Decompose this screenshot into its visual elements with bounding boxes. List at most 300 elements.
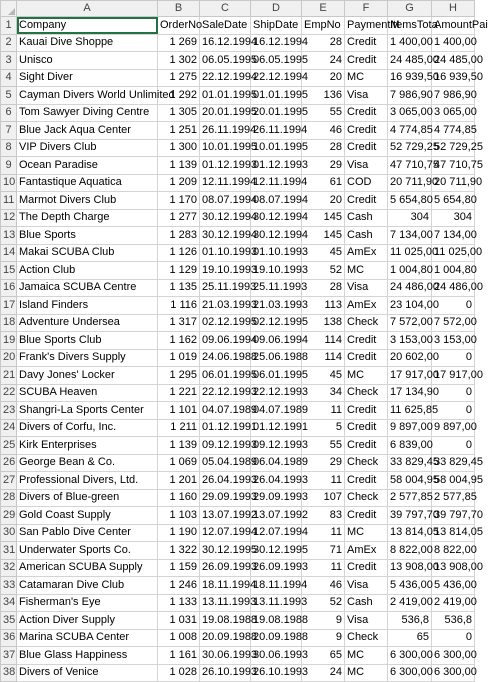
cell-e22[interactable]: 34 — [302, 384, 345, 402]
cell-b30[interactable]: 1 190 — [158, 524, 200, 542]
cell-h16[interactable]: 24 486,00 — [432, 279, 475, 297]
column-header-g[interactable]: G — [388, 1, 432, 17]
select-all-corner[interactable] — [1, 1, 17, 17]
cell-f20[interactable]: Credit — [345, 349, 388, 367]
cell-e30[interactable]: 11 — [302, 524, 345, 542]
cell-c28[interactable]: 29.09.1993 — [200, 489, 251, 507]
cell-g12[interactable]: 304 — [388, 209, 432, 227]
row-header[interactable]: 30 — [1, 524, 17, 542]
cell-b25[interactable]: 1 139 — [158, 437, 200, 455]
cell-b33[interactable]: 1 246 — [158, 577, 200, 595]
row-header[interactable]: 18 — [1, 314, 17, 332]
cell-b26[interactable]: 1 069 — [158, 454, 200, 472]
cell-c17[interactable]: 21.03.1993 — [200, 297, 251, 315]
cell-b19[interactable]: 1 162 — [158, 332, 200, 350]
cell-h27[interactable]: 58 004,95 — [432, 472, 475, 490]
column-header-d[interactable]: D — [251, 1, 302, 17]
cell-h14[interactable]: 11 025,00 — [432, 244, 475, 262]
row-header[interactable]: 25 — [1, 437, 17, 455]
cell-h9[interactable]: 47 710,75 — [432, 157, 475, 175]
cell-a32[interactable]: American SCUBA Supply — [17, 559, 158, 577]
cell-a12[interactable]: The Depth Charge — [17, 209, 158, 227]
cell-b22[interactable]: 1 221 — [158, 384, 200, 402]
row-header[interactable]: 15 — [1, 262, 17, 280]
cell-d10[interactable]: 12.11.1994 — [251, 174, 302, 192]
cell-a25[interactable]: Kirk Enterprises — [17, 437, 158, 455]
row-header[interactable]: 21 — [1, 367, 17, 385]
cell-g36[interactable]: 65 — [388, 629, 432, 647]
cell-d30[interactable]: 12.07.1994 — [251, 524, 302, 542]
row-header[interactable]: 24 — [1, 419, 17, 437]
cell-c36[interactable]: 20.09.1988 — [200, 629, 251, 647]
cell-c37[interactable]: 30.06.1993 — [200, 647, 251, 665]
cell-b12[interactable]: 1 277 — [158, 209, 200, 227]
cell-g27[interactable]: 58 004,95 — [388, 472, 432, 490]
row-header[interactable]: 9 — [1, 157, 17, 175]
cell-a4[interactable]: Sight Diver — [17, 69, 158, 87]
cell-f22[interactable]: Check — [345, 384, 388, 402]
row-header[interactable]: 22 — [1, 384, 17, 402]
cell-d35[interactable]: 19.08.1988 — [251, 612, 302, 630]
cell-g11[interactable]: 5 654,80 — [388, 192, 432, 210]
cell-d21[interactable]: 06.01.1995 — [251, 367, 302, 385]
cell-b36[interactable]: 1 008 — [158, 629, 200, 647]
cell-a21[interactable]: Davy Jones' Locker — [17, 367, 158, 385]
cell-b31[interactable]: 1 322 — [158, 542, 200, 560]
cell-g28[interactable]: 2 577,85 — [388, 489, 432, 507]
cell-e26[interactable]: 29 — [302, 454, 345, 472]
row-header[interactable]: 3 — [1, 52, 17, 70]
cell-e11[interactable]: 20 — [302, 192, 345, 210]
cell-a33[interactable]: Catamaran Dive Club — [17, 577, 158, 595]
cell-c7[interactable]: 26.11.1994 — [200, 122, 251, 140]
cell-g15[interactable]: 1 004,80 — [388, 262, 432, 280]
cell-a37[interactable]: Blue Glass Happiness — [17, 647, 158, 665]
cell-f9[interactable]: Visa — [345, 157, 388, 175]
cell-e12[interactable]: 145 — [302, 209, 345, 227]
cell-c34[interactable]: 13.11.1993 — [200, 594, 251, 612]
row-header[interactable]: 1 — [1, 17, 17, 35]
cell-f38[interactable]: MC — [345, 664, 388, 682]
cell-d29[interactable]: 13.07.1992 — [251, 507, 302, 525]
cell-c35[interactable]: 19.08.1988 — [200, 612, 251, 630]
cell-b18[interactable]: 1 317 — [158, 314, 200, 332]
cell-f24[interactable]: Credit — [345, 419, 388, 437]
cell-h2[interactable]: 1 400,00 — [432, 34, 475, 52]
cell-b16[interactable]: 1 135 — [158, 279, 200, 297]
cell-h34[interactable]: 2 419,00 — [432, 594, 475, 612]
row-header[interactable]: 23 — [1, 402, 17, 420]
cell-c24[interactable]: 01.12.1991 — [200, 419, 251, 437]
cell-e28[interactable]: 107 — [302, 489, 345, 507]
cell-h29[interactable]: 39 797,70 — [432, 507, 475, 525]
cell-h12[interactable]: 304 — [432, 209, 475, 227]
row-header[interactable]: 6 — [1, 104, 17, 122]
cell-g6[interactable]: 3 065,00 — [388, 104, 432, 122]
row-header[interactable]: 35 — [1, 612, 17, 630]
cell-g38[interactable]: 6 300,00 — [388, 664, 432, 682]
row-header[interactable]: 28 — [1, 489, 17, 507]
cell-c25[interactable]: 09.12.1993 — [200, 437, 251, 455]
cell-d2[interactable]: 16.12.1994 — [251, 34, 302, 52]
cell-b34[interactable]: 1 133 — [158, 594, 200, 612]
cell-d38[interactable]: 26.10.1993 — [251, 664, 302, 682]
cell-a23[interactable]: Shangri-La Sports Center — [17, 402, 158, 420]
cell-a3[interactable]: Unisco — [17, 52, 158, 70]
cell-b23[interactable]: 1 101 — [158, 402, 200, 420]
cell-b1[interactable]: OrderNo — [158, 17, 200, 35]
cell-e16[interactable]: 28 — [302, 279, 345, 297]
cell-d7[interactable]: 26.11.1994 — [251, 122, 302, 140]
cell-h19[interactable]: 3 153,00 — [432, 332, 475, 350]
cell-g17[interactable]: 23 104,00 — [388, 297, 432, 315]
cell-b15[interactable]: 1 129 — [158, 262, 200, 280]
cell-f5[interactable]: Visa — [345, 87, 388, 105]
cell-g5[interactable]: 7 986,90 — [388, 87, 432, 105]
column-header-a[interactable]: A — [17, 1, 158, 17]
row-header[interactable]: 27 — [1, 472, 17, 490]
cell-f26[interactable]: Check — [345, 454, 388, 472]
cell-e32[interactable]: 11 — [302, 559, 345, 577]
cell-g14[interactable]: 11 025,00 — [388, 244, 432, 262]
cell-a14[interactable]: Makai SCUBA Club — [17, 244, 158, 262]
cell-h17[interactable]: 0 — [432, 297, 475, 315]
cell-c2[interactable]: 16.12.1994 — [200, 34, 251, 52]
cell-d15[interactable]: 19.10.1993 — [251, 262, 302, 280]
cell-e7[interactable]: 46 — [302, 122, 345, 140]
cell-e18[interactable]: 138 — [302, 314, 345, 332]
cell-b10[interactable]: 1 209 — [158, 174, 200, 192]
cell-b3[interactable]: 1 302 — [158, 52, 200, 70]
cell-d32[interactable]: 26.09.1993 — [251, 559, 302, 577]
row-header[interactable]: 31 — [1, 542, 17, 560]
cell-f17[interactable]: AmEx — [345, 297, 388, 315]
cell-e8[interactable]: 28 — [302, 139, 345, 157]
cell-f15[interactable]: MC — [345, 262, 388, 280]
cell-g37[interactable]: 6 300,00 — [388, 647, 432, 665]
cell-a22[interactable]: SCUBA Heaven — [17, 384, 158, 402]
cell-f32[interactable]: Credit — [345, 559, 388, 577]
cell-e31[interactable]: 71 — [302, 542, 345, 560]
cell-g20[interactable]: 20 602,00 — [388, 349, 432, 367]
cell-a16[interactable]: Jamaica SCUBA Centre — [17, 279, 158, 297]
cell-c15[interactable]: 19.10.1993 — [200, 262, 251, 280]
cell-a13[interactable]: Blue Sports — [17, 227, 158, 245]
cell-b14[interactable]: 1 126 — [158, 244, 200, 262]
cell-f19[interactable]: Credit — [345, 332, 388, 350]
cell-e2[interactable]: 28 — [302, 34, 345, 52]
cell-e17[interactable]: 113 — [302, 297, 345, 315]
column-header-c[interactable]: C — [200, 1, 251, 17]
cell-e10[interactable]: 61 — [302, 174, 345, 192]
cell-a20[interactable]: Frank's Divers Supply — [17, 349, 158, 367]
cell-d11[interactable]: 08.07.1994 — [251, 192, 302, 210]
row-header[interactable]: 16 — [1, 279, 17, 297]
cell-h37[interactable]: 6 300,00 — [432, 647, 475, 665]
cell-c9[interactable]: 01.12.1993 — [200, 157, 251, 175]
cell-d22[interactable]: 22.12.1993 — [251, 384, 302, 402]
cell-c4[interactable]: 22.12.1994 — [200, 69, 251, 87]
cell-g9[interactable]: 47 710,75 — [388, 157, 432, 175]
cell-c5[interactable]: 01.01.1995 — [200, 87, 251, 105]
cell-a29[interactable]: Gold Coast Supply — [17, 507, 158, 525]
cell-e29[interactable]: 83 — [302, 507, 345, 525]
cell-h6[interactable]: 3 065,00 — [432, 104, 475, 122]
cell-b38[interactable]: 1 028 — [158, 664, 200, 682]
cell-f33[interactable]: Visa — [345, 577, 388, 595]
cell-a24[interactable]: Divers of Corfu, Inc. — [17, 419, 158, 437]
cell-e38[interactable]: 24 — [302, 664, 345, 682]
cell-f1[interactable]: PaymentM — [345, 17, 388, 35]
cell-b7[interactable]: 1 251 — [158, 122, 200, 140]
cell-a2[interactable]: Kauai Dive Shoppe — [17, 34, 158, 52]
cell-a30[interactable]: San Pablo Dive Center — [17, 524, 158, 542]
cell-h8[interactable]: 52 729,25 — [432, 139, 475, 157]
row-header[interactable]: 37 — [1, 647, 17, 665]
cell-b27[interactable]: 1 201 — [158, 472, 200, 490]
cell-c27[interactable]: 26.04.1993 — [200, 472, 251, 490]
cell-f21[interactable]: MC — [345, 367, 388, 385]
cell-e20[interactable]: 114 — [302, 349, 345, 367]
cell-f7[interactable]: Credit — [345, 122, 388, 140]
cell-a15[interactable]: Action Club — [17, 262, 158, 280]
cell-c3[interactable]: 06.05.1995 — [200, 52, 251, 70]
cell-a38[interactable]: Divers of Venice — [17, 664, 158, 682]
cell-f27[interactable]: Credit — [345, 472, 388, 490]
row-header[interactable]: 26 — [1, 454, 17, 472]
cell-g35[interactable]: 536,8 — [388, 612, 432, 630]
cell-h36[interactable]: 0 — [432, 629, 475, 647]
cell-b28[interactable]: 1 160 — [158, 489, 200, 507]
row-header[interactable]: 14 — [1, 244, 17, 262]
cell-d37[interactable]: 30.06.1993 — [251, 647, 302, 665]
cell-a36[interactable]: Marina SCUBA Center — [17, 629, 158, 647]
cell-f36[interactable]: Check — [345, 629, 388, 647]
cell-b32[interactable]: 1 159 — [158, 559, 200, 577]
cell-c16[interactable]: 25.11.1993 — [200, 279, 251, 297]
column-header-h[interactable]: H — [432, 1, 475, 17]
cell-e14[interactable]: 45 — [302, 244, 345, 262]
cell-h1[interactable]: AmountPai — [432, 17, 475, 35]
cell-g18[interactable]: 7 572,00 — [388, 314, 432, 332]
cell-a27[interactable]: Professional Divers, Ltd. — [17, 472, 158, 490]
cell-e24[interactable]: 5 — [302, 419, 345, 437]
cell-f29[interactable]: Credit — [345, 507, 388, 525]
cell-b35[interactable]: 1 031 — [158, 612, 200, 630]
cell-e1[interactable]: EmpNo — [302, 17, 345, 35]
cell-c22[interactable]: 22.12.1993 — [200, 384, 251, 402]
cell-a35[interactable]: Action Diver Supply — [17, 612, 158, 630]
cell-d36[interactable]: 20.09.1988 — [251, 629, 302, 647]
cell-c21[interactable]: 06.01.1995 — [200, 367, 251, 385]
cell-e36[interactable]: 9 — [302, 629, 345, 647]
cell-a31[interactable]: Underwater Sports Co. — [17, 542, 158, 560]
cell-f6[interactable]: Credit — [345, 104, 388, 122]
cell-d12[interactable]: 30.12.1994 — [251, 209, 302, 227]
row-header[interactable]: 13 — [1, 227, 17, 245]
cell-f10[interactable]: COD — [345, 174, 388, 192]
cell-d4[interactable]: 22.12.1994 — [251, 69, 302, 87]
row-header[interactable]: 11 — [1, 192, 17, 210]
cell-d31[interactable]: 30.12.1995 — [251, 542, 302, 560]
cell-g23[interactable]: 11 625,85 — [388, 402, 432, 420]
cell-g21[interactable]: 17 917,00 — [388, 367, 432, 385]
row-header[interactable]: 20 — [1, 349, 17, 367]
cell-c14[interactable]: 01.10.1993 — [200, 244, 251, 262]
cell-b4[interactable]: 1 275 — [158, 69, 200, 87]
cell-c23[interactable]: 04.07.1989 — [200, 402, 251, 420]
cell-f34[interactable]: Cash — [345, 594, 388, 612]
cell-e34[interactable]: 52 — [302, 594, 345, 612]
cell-a34[interactable]: Fisherman's Eye — [17, 594, 158, 612]
cell-d23[interactable]: 04.07.1989 — [251, 402, 302, 420]
cell-b8[interactable]: 1 300 — [158, 139, 200, 157]
cell-a8[interactable]: VIP Divers Club — [17, 139, 158, 157]
row-header[interactable]: 29 — [1, 507, 17, 525]
cell-h11[interactable]: 5 654,80 — [432, 192, 475, 210]
cell-c6[interactable]: 20.01.1995 — [200, 104, 251, 122]
cell-f23[interactable]: Credit — [345, 402, 388, 420]
cell-d28[interactable]: 29.09.1993 — [251, 489, 302, 507]
row-header[interactable]: 5 — [1, 87, 17, 105]
cell-f3[interactable]: Credit — [345, 52, 388, 70]
cell-e27[interactable]: 11 — [302, 472, 345, 490]
cell-h15[interactable]: 1 004,80 — [432, 262, 475, 280]
cell-f8[interactable]: Credit — [345, 139, 388, 157]
cell-h7[interactable]: 4 774,85 — [432, 122, 475, 140]
cell-e6[interactable]: 55 — [302, 104, 345, 122]
cell-d34[interactable]: 13.11.1993 — [251, 594, 302, 612]
row-header[interactable]: 34 — [1, 594, 17, 612]
cell-c26[interactable]: 05.04.1989 — [200, 454, 251, 472]
cell-c20[interactable]: 24.06.1988 — [200, 349, 251, 367]
row-header[interactable]: 33 — [1, 577, 17, 595]
cell-h13[interactable]: 7 134,00 — [432, 227, 475, 245]
cell-e5[interactable]: 136 — [302, 87, 345, 105]
cell-f37[interactable]: MC — [345, 647, 388, 665]
cell-a1[interactable]: Company — [17, 17, 158, 35]
cell-g3[interactable]: 24 485,00 — [388, 52, 432, 70]
cell-d19[interactable]: 09.06.1994 — [251, 332, 302, 350]
row-header[interactable]: 4 — [1, 69, 17, 87]
cell-e13[interactable]: 145 — [302, 227, 345, 245]
cell-f11[interactable]: Credit — [345, 192, 388, 210]
cell-g34[interactable]: 2 419,00 — [388, 594, 432, 612]
cell-h33[interactable]: 5 436,00 — [432, 577, 475, 595]
cell-f18[interactable]: Check — [345, 314, 388, 332]
cell-c38[interactable]: 26.10.1993 — [200, 664, 251, 682]
cell-e15[interactable]: 52 — [302, 262, 345, 280]
column-header-f[interactable]: F — [345, 1, 388, 17]
cell-a9[interactable]: Ocean Paradise — [17, 157, 158, 175]
cell-h18[interactable]: 7 572,00 — [432, 314, 475, 332]
cell-d24[interactable]: 01.12.1991 — [251, 419, 302, 437]
cell-d27[interactable]: 26.04.1993 — [251, 472, 302, 490]
cell-a10[interactable]: Fantastique Aquatica — [17, 174, 158, 192]
cell-d17[interactable]: 21.03.1993 — [251, 297, 302, 315]
row-header[interactable]: 19 — [1, 332, 17, 350]
cell-f2[interactable]: Credit — [345, 34, 388, 52]
cell-d13[interactable]: 30.12.1994 — [251, 227, 302, 245]
cell-b29[interactable]: 1 103 — [158, 507, 200, 525]
cell-e3[interactable]: 24 — [302, 52, 345, 70]
cell-b37[interactable]: 1 161 — [158, 647, 200, 665]
cell-e23[interactable]: 11 — [302, 402, 345, 420]
row-header[interactable]: 32 — [1, 559, 17, 577]
cell-b11[interactable]: 1 170 — [158, 192, 200, 210]
cell-a19[interactable]: Blue Sports Club — [17, 332, 158, 350]
cell-h20[interactable]: 0 — [432, 349, 475, 367]
cell-b9[interactable]: 1 139 — [158, 157, 200, 175]
cell-d26[interactable]: 06.04.1989 — [251, 454, 302, 472]
cell-f16[interactable]: Visa — [345, 279, 388, 297]
cell-e33[interactable]: 46 — [302, 577, 345, 595]
cell-e35[interactable]: 9 — [302, 612, 345, 630]
cell-g10[interactable]: 20 711,90 — [388, 174, 432, 192]
cell-f13[interactable]: Cash — [345, 227, 388, 245]
cell-e19[interactable]: 114 — [302, 332, 345, 350]
cell-h26[interactable]: 33 829,45 — [432, 454, 475, 472]
cell-b6[interactable]: 1 305 — [158, 104, 200, 122]
cell-h22[interactable]: 0 — [432, 384, 475, 402]
cell-h23[interactable]: 0 — [432, 402, 475, 420]
cell-c30[interactable]: 12.07.1994 — [200, 524, 251, 542]
cell-h30[interactable]: 13 814,05 — [432, 524, 475, 542]
cell-d18[interactable]: 02.12.1995 — [251, 314, 302, 332]
cell-e25[interactable]: 55 — [302, 437, 345, 455]
cell-g4[interactable]: 16 939,50 — [388, 69, 432, 87]
cell-f28[interactable]: Check — [345, 489, 388, 507]
cell-c32[interactable]: 26.09.1993 — [200, 559, 251, 577]
cell-e37[interactable]: 65 — [302, 647, 345, 665]
cell-a18[interactable]: Adventure Undersea — [17, 314, 158, 332]
cell-h31[interactable]: 8 822,00 — [432, 542, 475, 560]
cell-g33[interactable]: 5 436,00 — [388, 577, 432, 595]
cell-d6[interactable]: 20.01.1995 — [251, 104, 302, 122]
cell-b2[interactable]: 1 269 — [158, 34, 200, 52]
cell-a17[interactable]: Island Finders — [17, 297, 158, 315]
cell-c10[interactable]: 12.11.1994 — [200, 174, 251, 192]
cell-h38[interactable]: 6 300,00 — [432, 664, 475, 682]
cell-c18[interactable]: 02.12.1995 — [200, 314, 251, 332]
cell-g19[interactable]: 3 153,00 — [388, 332, 432, 350]
cell-f4[interactable]: MC — [345, 69, 388, 87]
cell-a28[interactable]: Divers of Blue-green — [17, 489, 158, 507]
cell-a26[interactable]: George Bean & Co. — [17, 454, 158, 472]
row-header[interactable]: 17 — [1, 297, 17, 315]
cell-h25[interactable]: 0 — [432, 437, 475, 455]
row-header[interactable]: 12 — [1, 209, 17, 227]
cell-f35[interactable]: Visa — [345, 612, 388, 630]
cell-g26[interactable]: 33 829,45 — [388, 454, 432, 472]
row-header[interactable]: 8 — [1, 139, 17, 157]
cell-a6[interactable]: Tom Sawyer Diving Centre — [17, 104, 158, 122]
cell-g25[interactable]: 6 839,00 — [388, 437, 432, 455]
cell-g30[interactable]: 13 814,05 — [388, 524, 432, 542]
cell-b5[interactable]: 1 292 — [158, 87, 200, 105]
cell-a7[interactable]: Blue Jack Aqua Center — [17, 122, 158, 140]
cell-g2[interactable]: 1 400,00 — [388, 34, 432, 52]
cell-e9[interactable]: 29 — [302, 157, 345, 175]
cell-c8[interactable]: 10.01.1995 — [200, 139, 251, 157]
cell-h35[interactable]: 536,8 — [432, 612, 475, 630]
cell-b13[interactable]: 1 283 — [158, 227, 200, 245]
cell-g13[interactable]: 7 134,00 — [388, 227, 432, 245]
cell-b24[interactable]: 1 211 — [158, 419, 200, 437]
cell-h4[interactable]: 16 939,50 — [432, 69, 475, 87]
cell-g1[interactable]: ItemsTota — [388, 17, 432, 35]
cell-h5[interactable]: 7 986,90 — [432, 87, 475, 105]
